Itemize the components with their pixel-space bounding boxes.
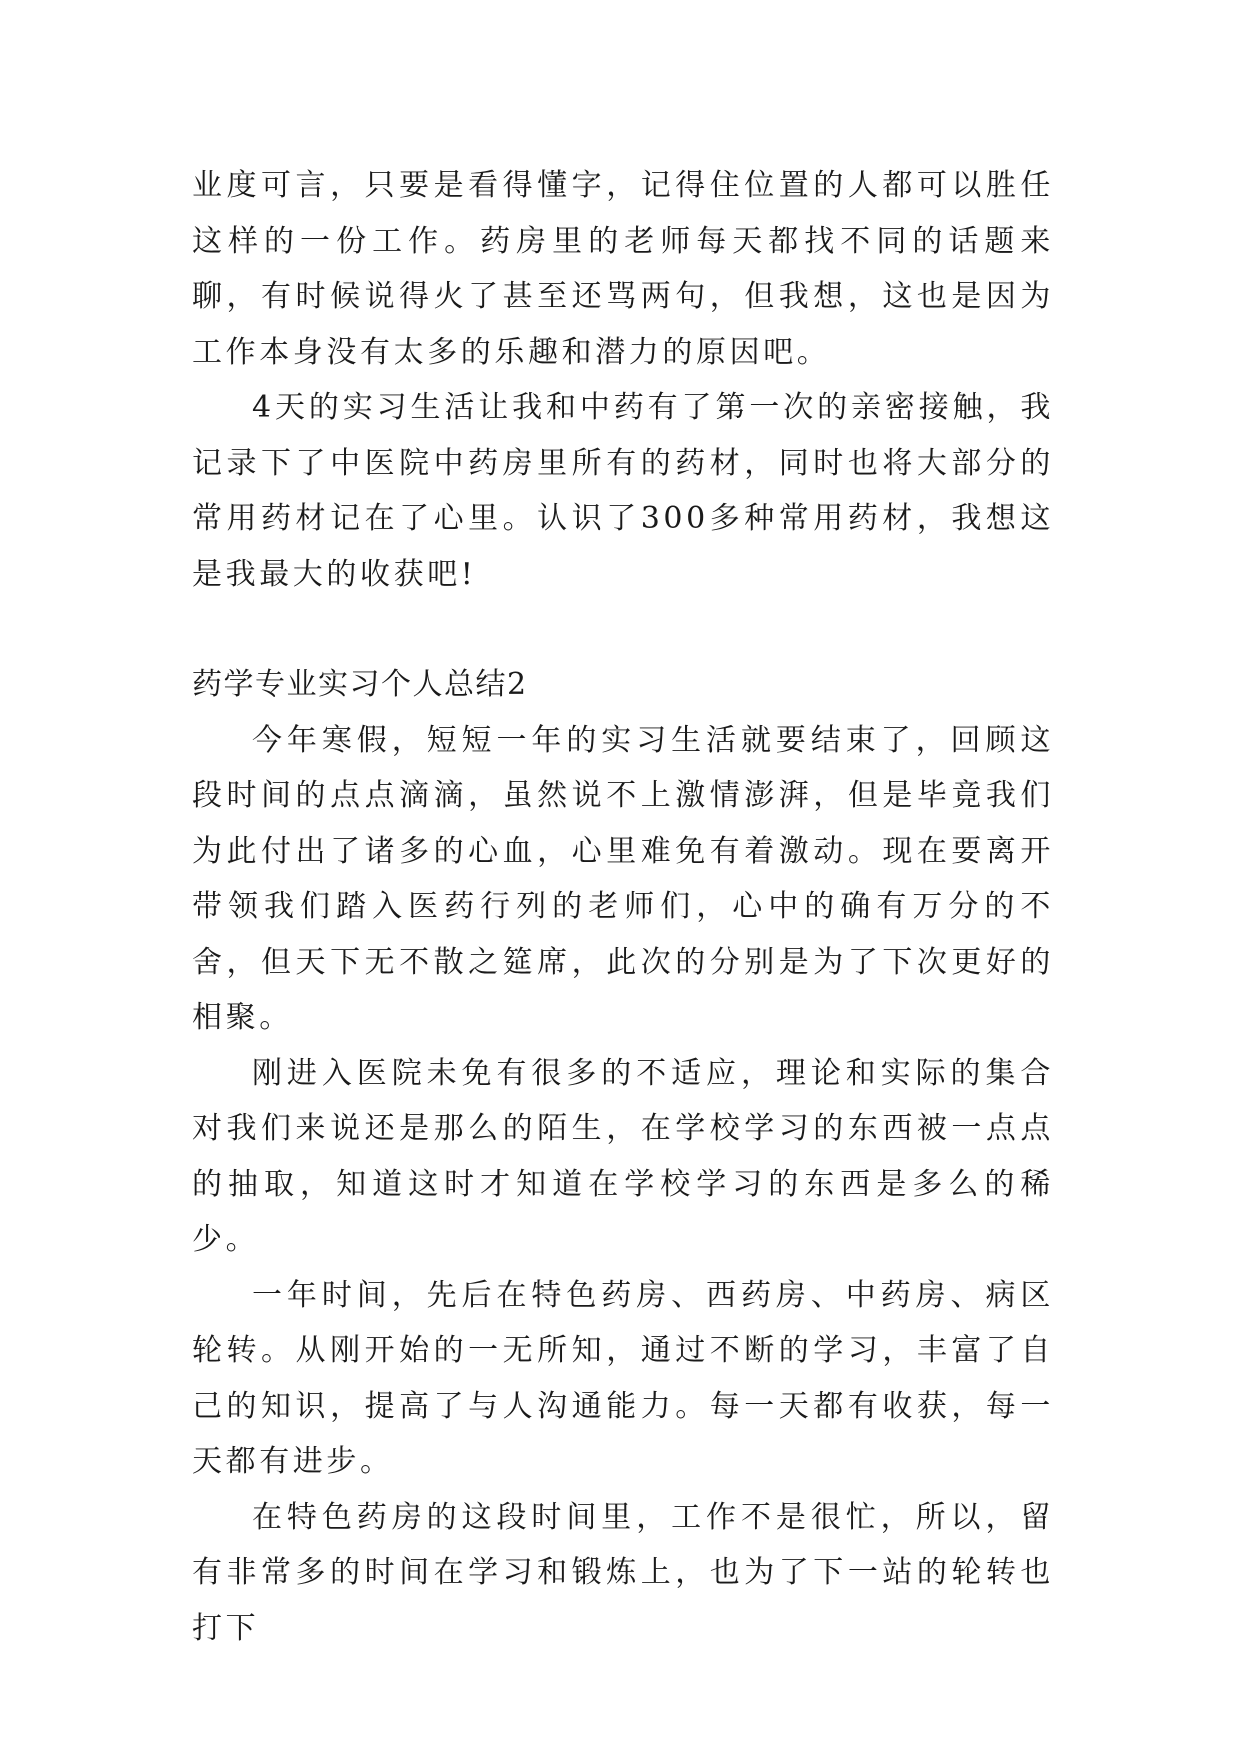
section-heading: 药学专业实习个人总结2 [192, 667, 528, 702]
paragraph: 一年时间，先后在特色药房、西药房、中药房、病区轮转。从刚开始的一无所知，通过不断的学习，丰富了自己的知识，提高了与人沟通能力。每一天都有收获，每一天都有进步。 [192, 1277, 1054, 1479]
paragraph: 刚进入医院未免有很多的不适应，理论和实际的集合对我们来说还是那么的陌生，在学校学习的东西被一点点的抽取，知道这时才知道在学校学习的东西是多么的稀少。 [192, 1055, 1054, 1257]
paragraph-continued: 业度可言，只要是看得懂字，记得住位置的人都可以胜任这样的一份工作。药房里的老师每天都找不同的话题来聊，有时候说得火了甚至还骂两句，但我想，这也是因为工作本身没有太多的乐趣和潜力的原因吧。 [192, 168, 1054, 370]
paragraph: 4天的实习生活让我和中药有了第一次的亲密接触，我记录下了中医院中药房里所有的药材，同时也将大部分的常用药材记在了心里。认识了300多种常用药材，我想这是我最大的收获吧! [192, 390, 1054, 592]
paragraph: 今年寒假，短短一年的实习生活就要结束了，回顾这段时间的点点滴滴，虽然说不上激情澎湃，但是毕竟我们为此付出了诸多的心血，心里难免有着激动。现在要离开带领我们踏入医药行列的老师们，心中的确有万分的不舍，但天下无不散之筵席，此次的分别是为了下次更好的相聚。 [192, 722, 1054, 1035]
paragraph: 在特色药房的这段时间里，工作不是很忙，所以，留有非常多的时间在学习和锻炼上，也为了下一站的轮转也打下 [192, 1499, 1054, 1646]
document-body [192, 158, 1054, 1656]
